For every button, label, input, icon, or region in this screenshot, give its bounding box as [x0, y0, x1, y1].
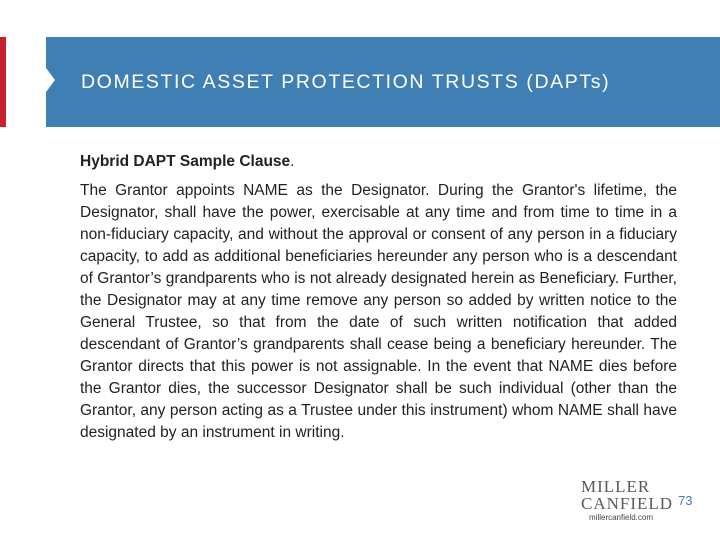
clause-body: The Grantor appoints NAME as the Designator. During the Grantor's lifetime, the Designator, shall have the power, exercisable at any time and from time to time in a non-fiduciary capacity, and without the approval or consent of any person in a fiduciary capacity, to add as additional beneficiaries hereunder any person who is a descendant of Grantor’s grandparents who is not already designated herein as Beneficiary. Further, the Designator may at any time remove any person so added by written notice to the General Trustee, so that from the date of such written notification that added descendant of Grantor’s grandparents shall cease being a beneficiary hereunder. The Grantor directs that this power is not assignable. In the event that NAME dies before the Grantor dies, the successor Designator shall be such individual (other than the Grantor, any person acting as a Trustee under this instrument) whom NAME shall have designated by an instrument in writing.	[80, 182, 677, 441]
clause-heading-text: Hybrid DAPT Sample Clause	[80, 153, 291, 170]
slide-title: DOMESTIC ASSET PROTECTION TRUSTS (DAPTs)	[81, 71, 611, 93]
logo-url: millercanfield.com	[589, 513, 654, 522]
company-logo	[581, 477, 674, 513]
banner-notch	[46, 68, 55, 92]
clause-heading-punct: .	[290, 153, 295, 170]
logo-line-2: CANFIELD	[581, 494, 674, 513]
logo-line-1: MILLER	[581, 477, 651, 496]
accent-bar	[0, 37, 6, 127]
page-number: 73	[678, 493, 693, 508]
clause-heading	[80, 153, 294, 171]
